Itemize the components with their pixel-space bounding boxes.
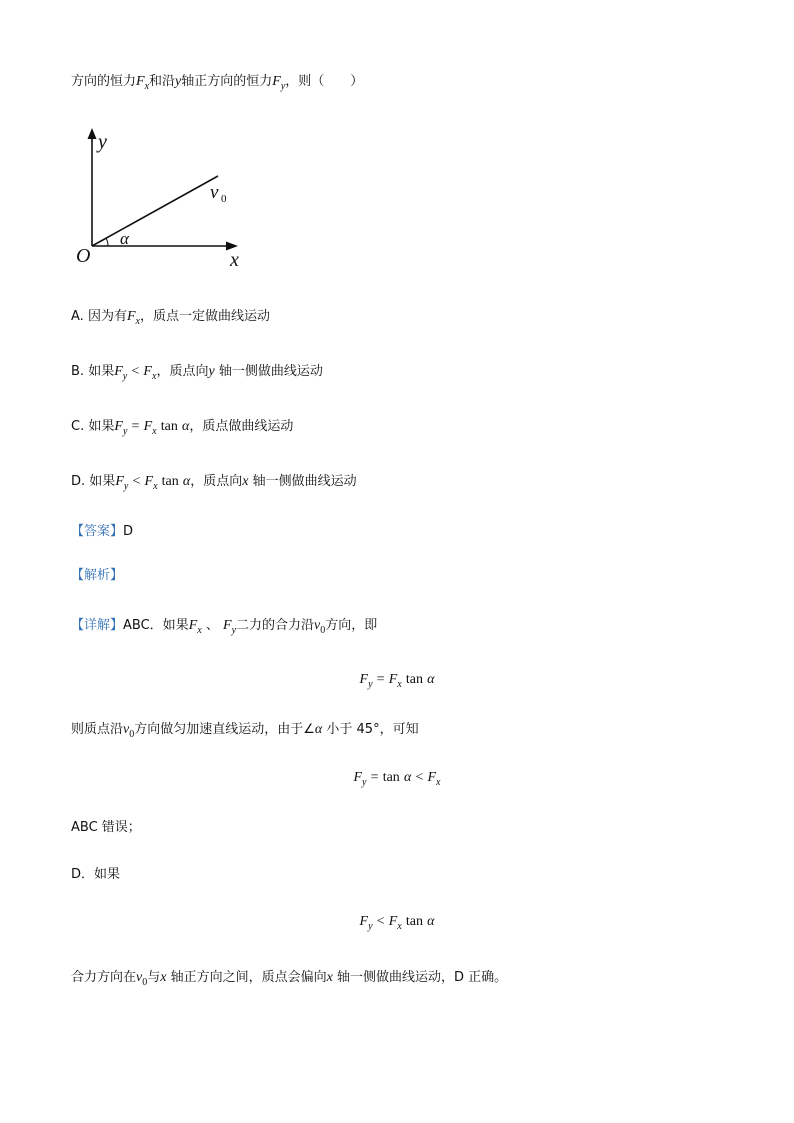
analysis-line (71, 566, 123, 586)
angle-label: α (120, 229, 129, 248)
option-d-angle: α (182, 474, 191, 489)
line5-vs: 0 (142, 977, 148, 988)
line5-text-2: 与 (147, 970, 161, 985)
option-d-operator: < (132, 474, 141, 489)
eq1-s2: x (397, 679, 402, 690)
detail-s2: y (231, 625, 237, 636)
detail-separator: 、 (205, 618, 219, 633)
line5-v: v (136, 970, 143, 985)
eq2-operator-2: < (415, 770, 424, 785)
line5-var-2: x (326, 970, 333, 985)
detail-vs: 0 (320, 625, 326, 636)
velocity-label: v (210, 182, 219, 203)
stem-text-2: 和沿 (149, 74, 176, 89)
line4-text: D．如果 (71, 867, 121, 882)
eq2-angle: α (403, 770, 412, 785)
option-b-s2: x (151, 371, 157, 382)
velocity-vector-line (92, 176, 218, 246)
option-c-f2: F (143, 419, 153, 434)
line5-text-1: 合力方向在 (71, 970, 137, 985)
option-d-label: D. (71, 474, 86, 489)
eq3-f2: F (388, 914, 398, 929)
option-a-f: F (126, 309, 136, 324)
eq3-angle: α (427, 914, 435, 929)
analysis-label: 【解析】 (71, 568, 124, 583)
option-b-text-2: ，质点向 (156, 364, 209, 379)
eq2-s2: x (436, 777, 441, 788)
option-d-tan: tan (161, 474, 179, 489)
option-d-text-2: ，质点向 (190, 474, 243, 489)
option-b[interactable] (71, 362, 323, 383)
detail-text-3: 方向，即 (325, 618, 378, 633)
option-c-operator: = (131, 419, 140, 434)
option-a-sub: x (135, 316, 140, 327)
option-c-s1: y (122, 426, 128, 437)
line5-text-4: 轴一侧做曲线运动，D 正确。 (336, 970, 508, 985)
line5-text-3: 轴正方向之间，质点会偏向 (170, 970, 327, 985)
angle-arc (106, 238, 108, 246)
fy-subscript: y (280, 81, 286, 92)
option-b-text-1: 如果 (88, 364, 115, 379)
eq2-tan: tan (382, 770, 400, 785)
x-axis-label: x (230, 249, 239, 271)
detail-label: 【详解】 (71, 618, 124, 633)
detail-text-2: 二力的合力沿 (236, 618, 315, 633)
option-b-operator: < (131, 364, 140, 379)
question-stem (71, 72, 363, 93)
answer-label: 【答案】 (71, 524, 124, 539)
option-c-text-1: 如果 (88, 419, 115, 434)
option-b-s1: y (122, 371, 128, 382)
line5-var: x (160, 970, 167, 985)
eq1-tan: tan (405, 672, 423, 687)
line2-text-3: 小于 45°，可知 (326, 722, 419, 737)
eq1-s1: y (368, 679, 373, 690)
line2-text-1: 则质点沿 (71, 722, 124, 737)
line2-v: v (123, 722, 130, 737)
eq2-f2: F (427, 770, 437, 785)
option-d-f2: F (144, 474, 154, 489)
eq3-operator: < (376, 914, 385, 929)
y-axis-label: y (98, 131, 107, 153)
option-a[interactable] (71, 307, 270, 328)
fx-subscript: x (144, 81, 150, 92)
eq2-operator-1: = (370, 770, 379, 785)
line3-text: ABC 错误； (71, 820, 141, 835)
answer-value: D (123, 524, 134, 539)
line2-vs: 0 (129, 729, 135, 740)
line2-angle: α (314, 722, 323, 737)
abc-wrong-line (71, 818, 141, 838)
option-c-label: C. (71, 419, 85, 434)
option-a-text-2: ，质点一定做曲线运动 (139, 309, 270, 324)
option-b-f2: F (143, 364, 152, 379)
detail-text-1: ABC．如果 (123, 618, 189, 633)
line2-text-2: 方向做匀加速直线运动，由于∠ (134, 722, 315, 737)
detail-s1: x (197, 625, 202, 636)
option-c-s2: x (152, 426, 157, 437)
equation-2 (0, 768, 794, 789)
conclusion-line (71, 968, 507, 989)
option-b-f1: F (114, 364, 123, 379)
eq2-f1: F (353, 770, 363, 785)
y-variable: y (175, 74, 182, 89)
option-c-tan: tan (160, 419, 178, 434)
eq1-operator: = (376, 672, 385, 687)
velocity-diagram (60, 122, 260, 272)
equation-1 (0, 670, 794, 691)
fx-symbol: F (136, 74, 145, 89)
option-b-var: y (208, 364, 215, 379)
option-d[interactable] (71, 472, 357, 493)
equation-3 (0, 912, 794, 933)
option-d-s1: y (123, 481, 129, 492)
eq3-s1: y (368, 921, 373, 932)
eq1-f1: F (359, 672, 369, 687)
origin-label: O (76, 245, 91, 267)
velocity-subscript: 0 (221, 193, 227, 205)
detail-line (71, 616, 377, 637)
option-d-detail-line (71, 865, 120, 885)
eq1-angle: α (427, 672, 435, 687)
option-c[interactable] (71, 417, 293, 438)
option-c-f1: F (114, 419, 123, 434)
option-d-var: x (242, 474, 249, 489)
eq1-f2: F (388, 672, 398, 687)
option-a-text-1: 因为有 (87, 309, 127, 324)
eq3-f1: F (359, 914, 369, 929)
stem-text-4: ，则（ ） (285, 74, 364, 89)
option-d-text-1: 如果 (89, 474, 116, 489)
eq3-tan: tan (405, 914, 423, 929)
detail-f1: F (188, 618, 198, 633)
stem-text-3: 轴正方向的恒力 (181, 74, 273, 89)
eq2-s1: y (362, 777, 367, 788)
fy-symbol: F (272, 74, 281, 89)
y-axis-arrowhead (88, 128, 97, 139)
option-d-s2: x (153, 481, 158, 492)
option-b-label: B. (71, 364, 85, 379)
option-c-angle: α (181, 419, 190, 434)
reasoning-line-1 (71, 720, 419, 741)
detail-f2: F (223, 618, 232, 633)
answer-line (71, 522, 133, 542)
stem-text-1: 方向的恒力 (71, 74, 137, 89)
option-b-text-3: 轴一侧做曲线运动 (218, 364, 323, 379)
option-a-label: A. (71, 309, 84, 324)
option-d-f1: F (115, 474, 124, 489)
option-c-text-2: ，质点做曲线运动 (189, 419, 294, 434)
option-d-text-3: 轴一侧做曲线运动 (252, 474, 357, 489)
detail-v: v (314, 618, 321, 633)
eq3-s2: x (397, 921, 402, 932)
